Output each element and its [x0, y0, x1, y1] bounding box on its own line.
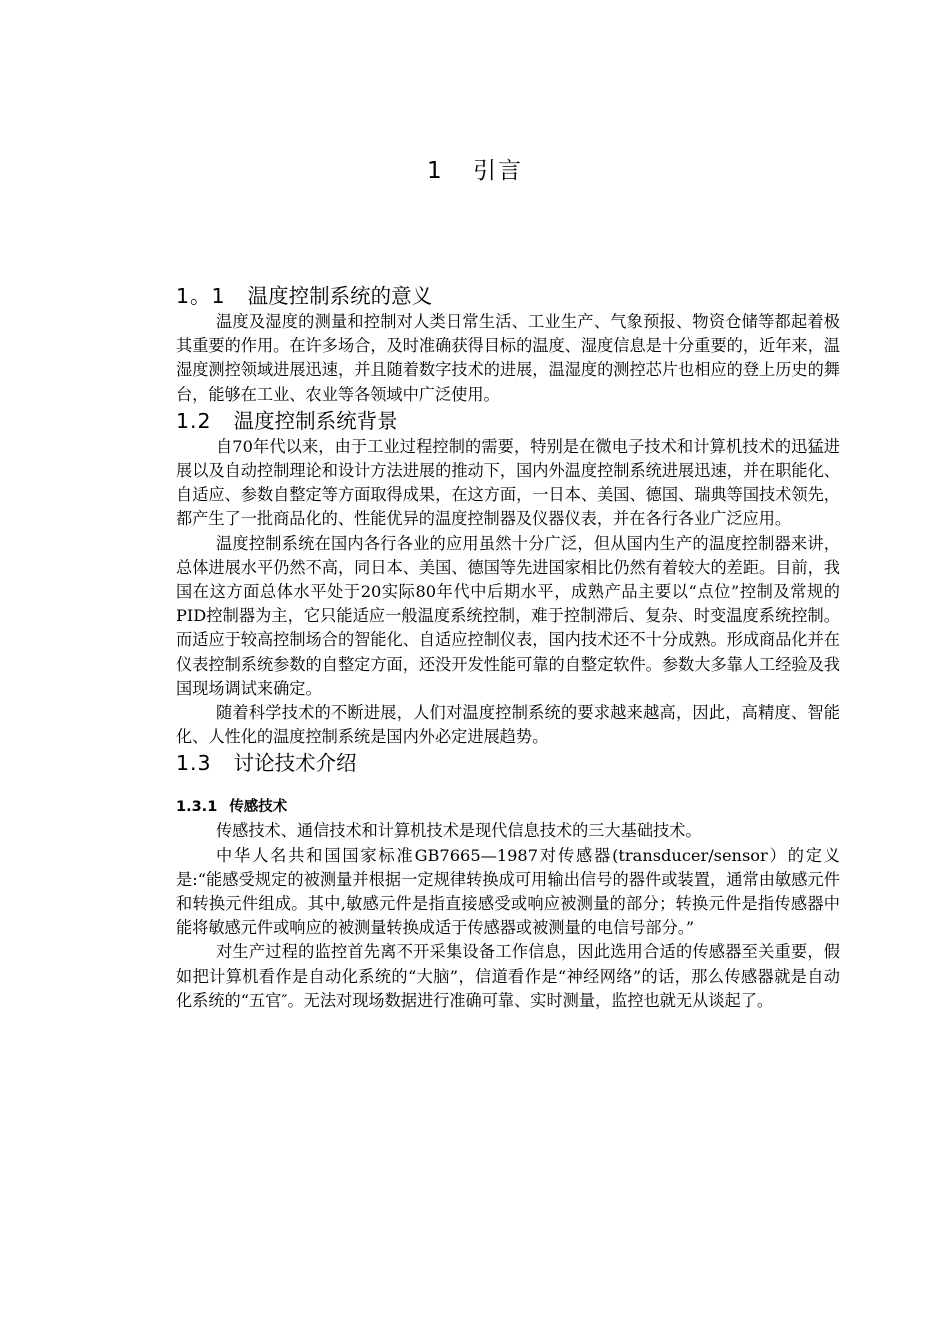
chapter-title-text: 引言 [472, 158, 523, 184]
section-number: 1.3 [176, 751, 212, 776]
section-number: 1.2 [176, 408, 212, 433]
section-heading-1-1 [176, 282, 840, 310]
section-heading-1-2 [176, 407, 840, 435]
section-title: 温度控制系统的意义 [247, 284, 433, 308]
paragraph: 传感技术、通信技术和计算机技术是现代信息技术的三大基础技术。 [216, 821, 702, 841]
chapter-title [0, 152, 950, 185]
section-number: 1。1 [176, 284, 226, 308]
paragraph: 随着科学技术的不断进展，人们对温度控制系统的要求越来越高，因此，高精度、智能化、人性化的温度控制系统是国内外必定进展趋势。 [176, 703, 840, 747]
paragraph: 自70年代以来，由于工业过程控制的需要，特别是在微电子技术和计算机技术的迅猛进展以及自动控制理论和设计方法进展的推动下，国内外温度控制系统进展迅速，并在职能化、自适应、参数自整定等方面取得成果，在这方面，一日本、美国、德国、瑞典等国技术领先，都产生了一批商品化的、性能优异的温度控制器及仪器仪表，并在各行各业广泛应用。 [176, 436, 840, 529]
paragraph: 中华人名共和国国家标准GB7665—1987对传感器(transducer/sensor）的定义是:“能感受规定的被测量并根据一定规律转换成可用输出信号的器件或装置，通常由敏感元件和转换元件组成。其中,敏感元件是指直接感受或响应被测量的部分；转换元件是指传感器中能将敏感元件或响应的被测量转换成适于传感器或被测量的电信号部分。” [176, 845, 840, 938]
chapter-number: 1 [427, 158, 444, 184]
paragraph: 温度及湿度的测量和控制对人类日常生活、工业生产、气象预报、物资仓储等都起着极其重要的作用。在许多场合，及时准确获得目标的温度、湿度信息是十分重要的，近年来，温湿度测控领域进展迅速，并且随着数字技术的进展，温湿度的测控芯片也相应的登上历史的舞台，能够在工业、农业等各领域中广泛使用。 [176, 312, 840, 404]
document-body [176, 282, 840, 1013]
subsection-title: 传感技术 [229, 799, 288, 816]
section-title: 温度控制系统背景 [233, 408, 398, 433]
subsection-heading-1-3-1 [176, 795, 840, 819]
section-heading-1-3 [176, 749, 840, 777]
paragraph: 对生产过程的监控首先离不开采集设备工作信息，因此选用合适的传感器至关重要，假如把计算机看作是自动化系统的“大脑”，信道看作是“神经网络”的话，那么传感器就是自动化系统的“五官″。无法对现场数据进行准确可靠、实时测量，监控也就无从谈起了。 [176, 942, 840, 1010]
subsection-number: 1.3.1 [176, 799, 218, 816]
paragraph: 温度控制系统在国内各行各业的应用虽然十分广泛，但从国内生产的温度控制器来讲，总体进展水平仍然不高，同日本、美国、德国等先进国家相比仍然有着较大的差距。目前，我国在这方面总体水平处于20实际80年代中后期水平，成熟产品主要以“点位”控制及常规的PID控制器为主，它只能适应一般温度系统控制，难于控制滞后、复杂、时变温度系统控制。而适应于较高控制场合的智能化、自适应控制仪表，国内技术还不十分成熟。形成商品化并在仪表控制系统参数的自整定方面，还没开发性能可靠的自整定软件。参数大多靠人工经验及我国现场调试来确定。 [176, 533, 840, 698]
section-title: 讨论技术介绍 [233, 751, 357, 776]
